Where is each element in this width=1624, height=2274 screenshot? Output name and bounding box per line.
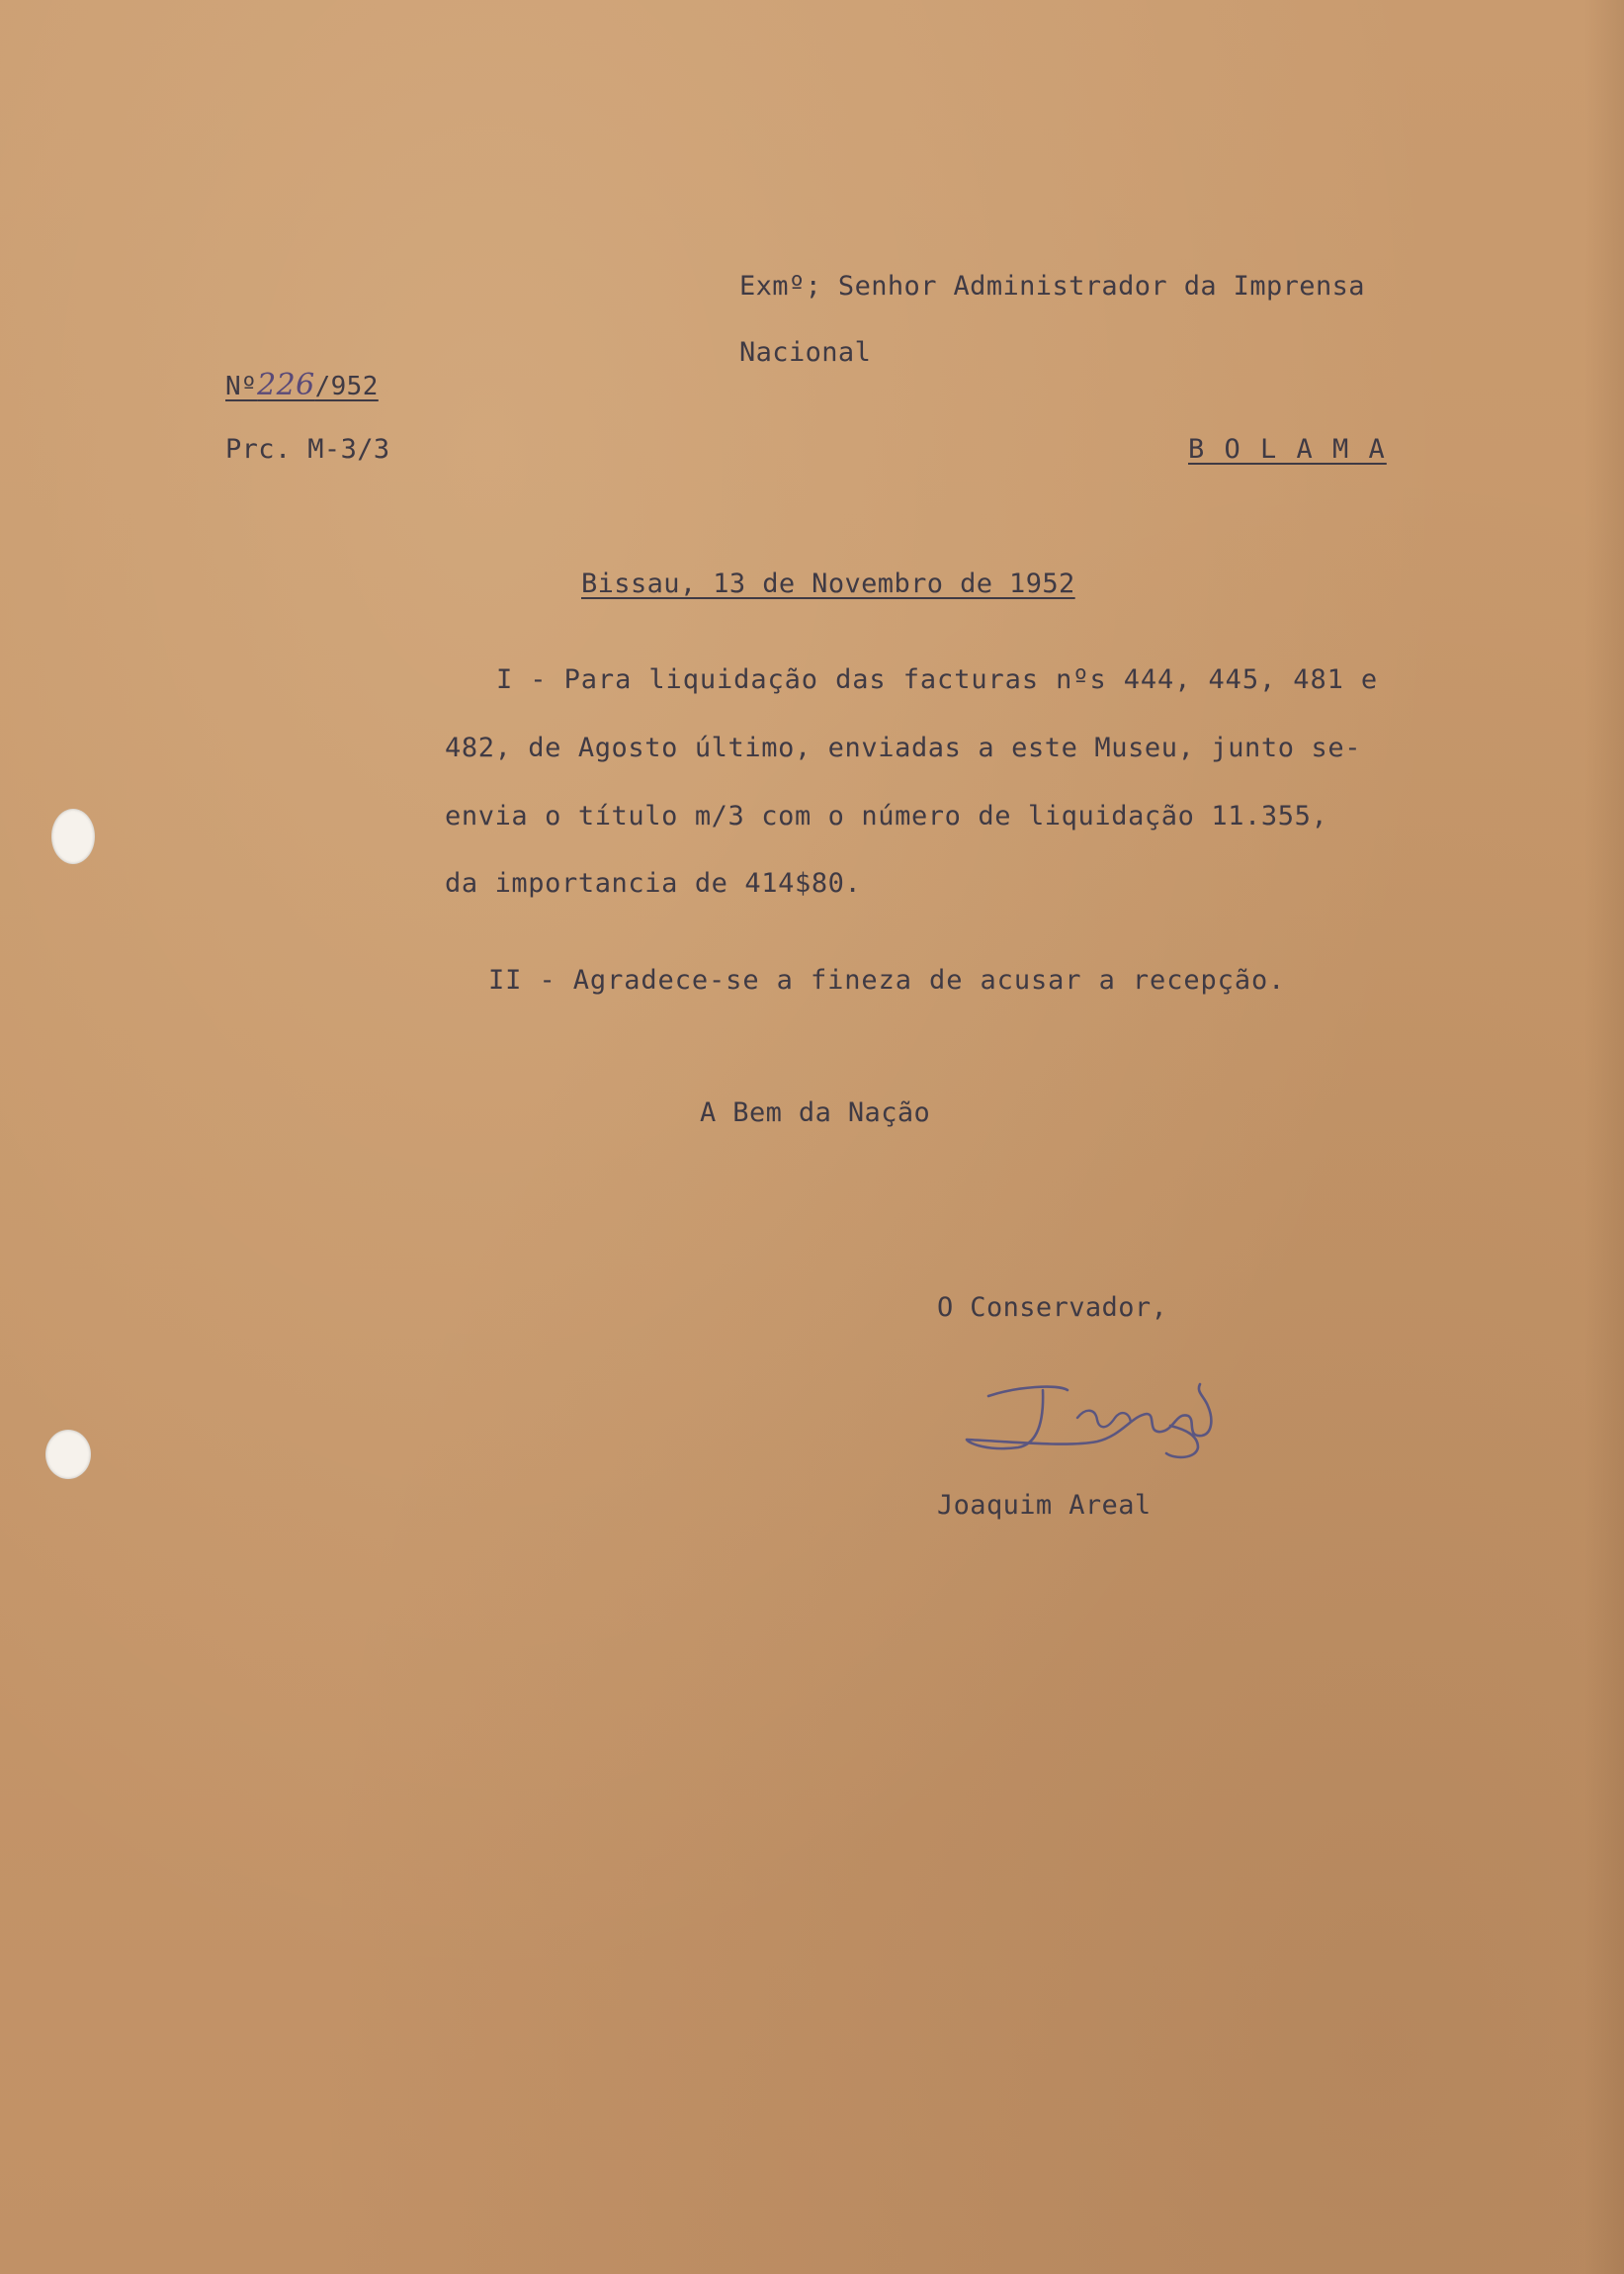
page-edge-shadow	[1584, 0, 1624, 2274]
handwritten-signature	[949, 1356, 1245, 1475]
reference-number	[225, 368, 379, 402]
body-para2: II - Agradece-se a fineza de acusar a recepção.	[488, 965, 1286, 996]
date-line: Bissau, 13 de Novembro de 1952	[581, 568, 1075, 599]
reference-number-year: /952	[314, 372, 379, 401]
reference-number-prefix: Nº	[225, 372, 258, 401]
body-para1-line-2: 482, de Agosto último, enviadas a este Museu, junto se-	[445, 733, 1362, 763]
addressee-line-1: Exmº; Senhor Administrador da Imprensa	[739, 271, 1365, 302]
body-para1-line-4: da importancia de 414$80.	[445, 868, 862, 899]
body-para1-line-3: envia o título m/3 com o número de liquidação 11.355,	[445, 801, 1328, 831]
signer-name: Joaquim Areal	[937, 1490, 1152, 1521]
closing-salutation: A Bem da Nação	[700, 1097, 931, 1128]
punch-hole-top	[51, 809, 95, 864]
process-reference: Prc. M-3/3	[225, 434, 390, 465]
addressee-city: B O L A M A	[1188, 434, 1387, 465]
signer-title: O Conservador,	[937, 1292, 1168, 1323]
body-para1-line-1: I - Para liquidação das facturas nºs 444, 445, 481 e	[496, 664, 1379, 695]
reference-number-handwritten: 226	[257, 368, 315, 402]
punch-hole-bottom	[45, 1430, 91, 1479]
addressee-line-2: Nacional	[739, 337, 872, 368]
